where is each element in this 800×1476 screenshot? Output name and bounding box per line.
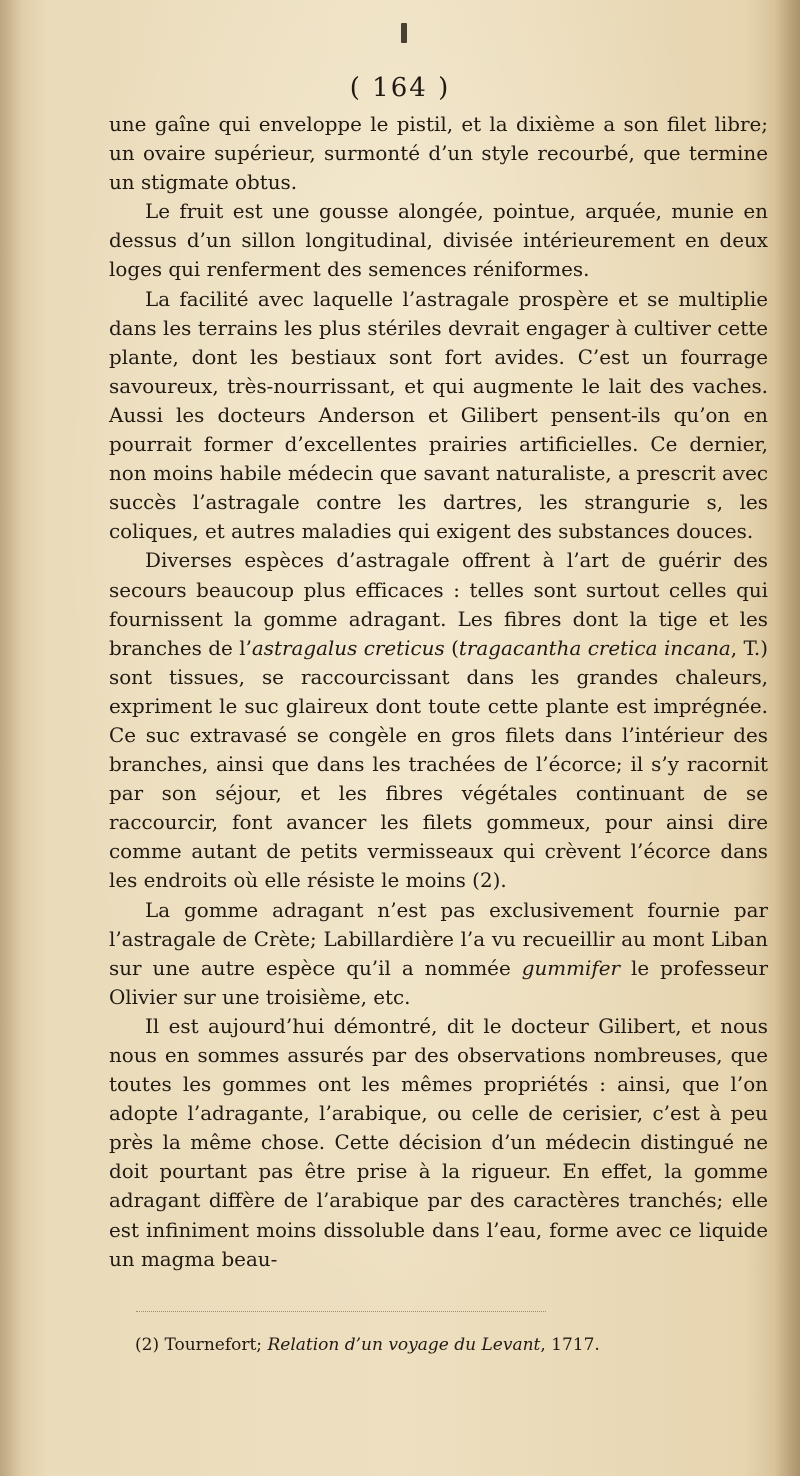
footnote-suffix: , 1717. [540,1335,600,1355]
paragraph-5-text-1: La gomme adragant n’est pas exclusivement fournie par l’astragale de Crète; Labillardière l’a vu recueillir au mont Liban sur une autre espèce qu’il a nommée [109,898,768,980]
paragraph-3: La facilité avec laquelle l’astragale prospère et se multiplie dans les terrains les plus stériles devrait engager à cultiver cette plante, dont les bestiaux sont fort avides. C’est un fourrage savoureux, très-nourrissant, et qui augmente le lait des vaches. Aussi les docteurs Anderson et Gilibert pensent-ils qu’on en pourrait former d’excellentes prairies artificielles. Ce dernier, non moins habile médecin que savant naturaliste, a prescrit avec succès l’astragale contre les dartres, les strangurie s, les coliques, et autres maladies qui exigent des substances douces. [109,287,768,544]
main-text [109,110,768,1274]
paragraph-4 [109,546,768,895]
paragraph-6: Il est aujourd’hui démontré, dit le docteur Gilibert, et nous nous en sommes assurés par des observations nombreuses, que toutes les gommes ont les mêmes propriétés : ainsi, que l’on adopte l’adragante, l’arabique, ou celle de cerisier, c’est à peu près la même chose. Cette décision d’un médecin distingué ne doit pourtant pas être prise à la rigueur. En effet, la gomme adragant diffère de l’arabique par des caractères tranchés; elle est infiniment moins dissoluble dans l’eau, forme avec ce liquide un magma beau- [109,1014,768,1271]
footnote [135,1334,755,1356]
page-number: ( 164 ) [349,73,451,103]
paragraph-4-text-1: Diverses espèces d’astragale offrent à l’art de guérir des secours beaucoup plus efficaces : telles sont surtout celles qui fournissent la gomme adragant. Les fibres dont la tige et les branches de l’ [109,549,768,660]
footnote-title: Relation d’un voyage du Levant [267,1335,541,1355]
page-left-shadow [0,0,22,1476]
paragraph-4-text-2: ( [444,636,459,660]
paragraph-5-text-2: le professeur Olivier sur une troisième, etc. [109,956,768,1009]
paragraph-4-text-3: , T.) sont tissues, se raccourcissant dans les grandes chaleurs, expriment le suc glaireux dont toute cette plante est imprégnée. Ce suc extravasé se congèle en gros filets dans l’intérieur des branches, ainsi que dans les trachées de l’écorce; il s’y racornit par son séjour, et les fibres végétales continuant de se raccourcir, font avancer les filets gommeux, pour ainsi dire comme autant de petits vermisseaux qui crèvent l’écorce dans les endroits où elle résiste le moins (2). [109,636,768,893]
footnote-rule [136,1311,546,1312]
paragraph-5-italic-1: gummifer [521,956,621,980]
paragraph-1: une gaîne qui enveloppe le pistil, et la dixième a son filet libre; un ovaire supérieur, surmonté d’un style recourbé, que termine un stigmate obtus. [109,113,768,195]
top-mark [401,23,407,43]
page-right-shadow [774,0,800,1476]
footnote-prefix: (2) Tournefort; [135,1335,268,1355]
paragraph-2: Le fruit est une gousse alongée, pointue, arquée, munie en dessus d’un sillon longitudinal, divisée intérieurement en deux loges qui renferment des semences réniformes. [109,200,768,282]
paragraph-5 [109,896,768,1012]
paragraph-4-italic-2: tragacantha cretica incana [458,636,731,660]
paragraph-4-italic-1: astragalus creticus [251,636,445,660]
